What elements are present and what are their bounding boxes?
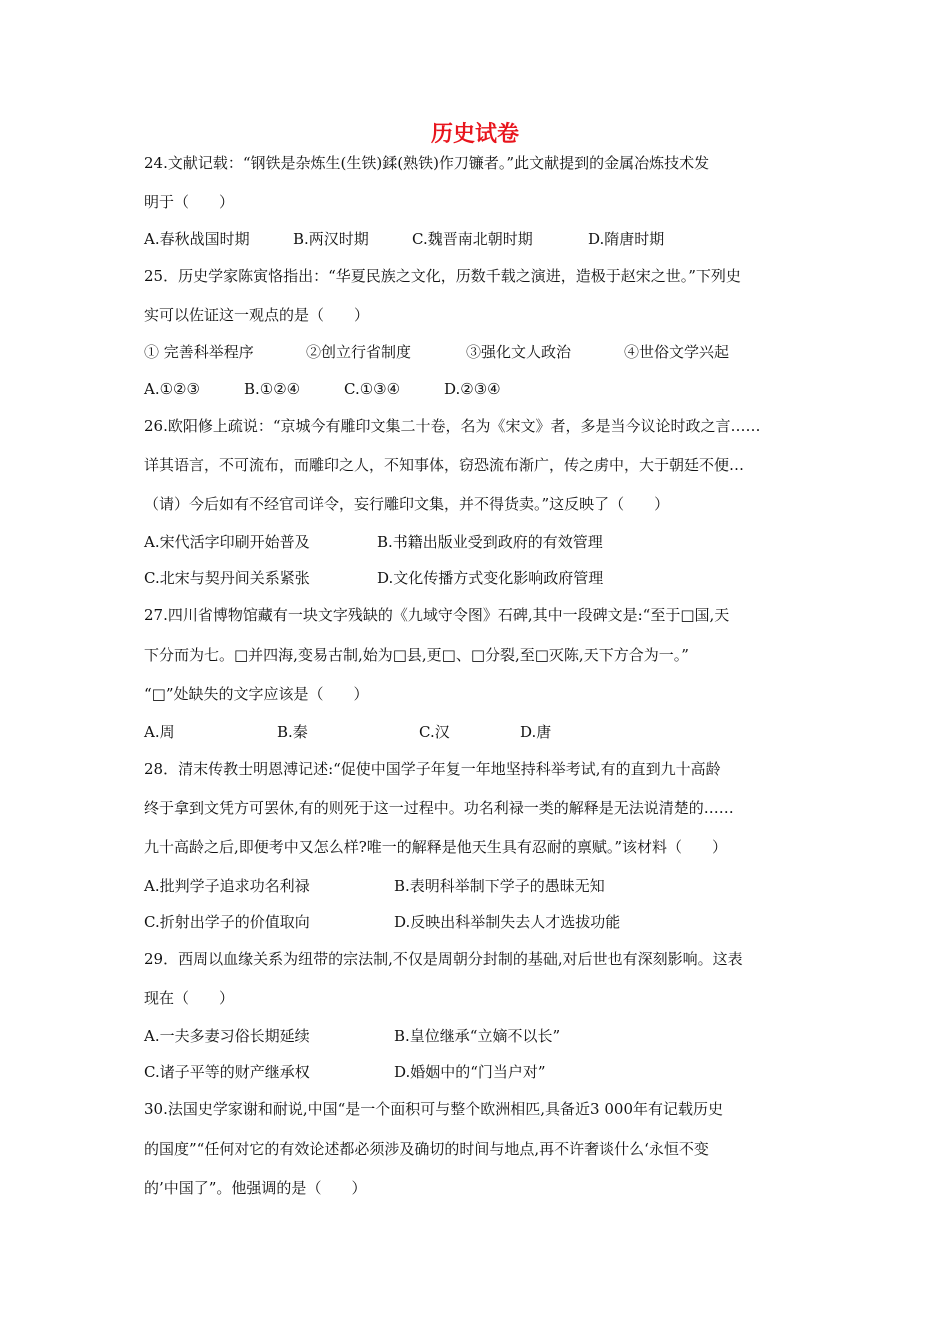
q24-option-b: B.两汉时期 [293,230,369,248]
q25-option-d: D.②③④ [444,380,501,398]
q24-option-a: A.春秋战国时期 [144,230,250,248]
q25-item-3: ③强化文人政治 [466,343,572,361]
q25-item-2: ②创立行省制度 [306,343,412,361]
q28-option-d: D.反映出科举制失去人才选拔功能 [394,913,621,931]
page-title: 历史试卷 [430,122,519,147]
q28-stem-line-2: 终于拿到文凭方可罢休,有的则死于这一过程中。功名利禄一类的解释是无法说清楚的…… [144,799,734,817]
q29-option-b: B.皇位继承“立嫡不以长” [394,1027,561,1045]
q24-stem-line-1: 24.文献记载：“钢铁是杂炼生(生铁)鍒(熟铁)作刀镰者。”此文献提到的金属冶炼技术发 [144,154,710,172]
q29-option-a: A.一夫多妻习俗长期延续 [144,1027,310,1045]
q26-option-b: B.书籍出版业受到政府的有效管理 [377,533,603,551]
q25-option-b: B.①②④ [244,380,301,398]
q27-option-c: C.汉 [419,723,450,741]
q27-option-d: D.唐 [520,723,552,741]
q26-option-c: C.北宋与契丹间关系紧张 [144,569,310,587]
q29-option-c: C.诸子平等的财产继承权 [144,1063,310,1081]
q27-stem-line-3: “□”处缺失的文字应该是（ ） [144,685,369,703]
q29-option-d: D.婚姻中的“门当户对” [394,1063,546,1081]
q24-stem-line-2: 明于（ ） [144,193,235,211]
q28-option-b: B.表明科举制下学子的愚昧无知 [394,877,605,895]
q28-stem-line-3: 九十高龄之后,即便考中又怎么样?唯一的解释是他天生具有忍耐的禀赋。”该材料（ ） [144,838,727,856]
q27-stem-line-1: 27.四川省博物馆藏有一块文字残缺的《九域守令图》石碑,其中一段碑文是:“至于□国,天 [144,606,730,624]
q27-stem-line-2: 下分而为七。□并四海,变易古制,始为□县,更□、□分裂,至□灭陈,天下方合为一。” [144,646,689,664]
q29-stem-line-2: 现在（ ） [144,989,235,1007]
q25-item-4: ④世俗文学兴起 [624,343,730,361]
q25-stem-line-2: 实可以佐证这一观点的是（ ） [144,306,370,324]
q25-item-1: ① 完善科举程序 [144,343,254,361]
q28-option-c: C.折射出学子的价值取向 [144,913,310,931]
q27-option-a: A.周 [144,723,175,741]
q29-stem-line-1: 29．西周以血缘关系为纽带的宗法制,不仅是周朝分封制的基础,对后世也有深刻影响。这表 [144,950,743,968]
q25-stem-line-1: 25．历史学家陈寅恪指出：“华夏民族之文化，历数千载之演进，造极于赵宋之世。”下列史 [144,267,741,285]
q26-stem-line-1: 26.欧阳修上疏说：“京城今有雕印文集二十卷，名为《宋文》者，多是当今议论时政之言…… [144,417,761,435]
q25-option-c: C.①③④ [344,380,401,398]
q27-option-b: B.秦 [277,723,308,741]
q28-option-a: A.批判学子追求功名利禄 [144,877,310,895]
q30-stem-line-1: 30.法国史学家谢和耐说,中国“是一个面积可与整个欧洲相匹,具备近3 000年有记载历史 [144,1100,724,1118]
q26-option-d: D.文化传播方式变化影响政府管理 [377,569,604,587]
q24-option-d: D.隋唐时期 [588,230,665,248]
q26-stem-line-2: 详其语言，不可流布，而雕印之人，不知事体，窃恐流布渐广，传之虏中，大于朝廷不便… [144,456,745,474]
q28-stem-line-1: 28．清末传教士明恩溥记述:“促使中国学子年复一年地坚持科举考试,有的直到九十高龄 [144,760,721,778]
q24-option-c: C.魏晋南北朝时期 [412,230,533,248]
q26-stem-line-3: （请）今后如有不经官司详令，妄行雕印文集，并不得货卖。”这反映了（ ） [144,495,670,513]
q25-option-a: A.①②③ [144,380,200,398]
q30-stem-line-2: 的国度”“任何对它的有效论述都必须涉及确切的时间与地点,再不许奢谈什么‘永恒不变 [144,1140,709,1158]
q30-stem-line-3: 的’中国了”。他强调的是（ ） [144,1179,367,1197]
q26-option-a: A.宋代活字印刷开始普及 [144,533,310,551]
